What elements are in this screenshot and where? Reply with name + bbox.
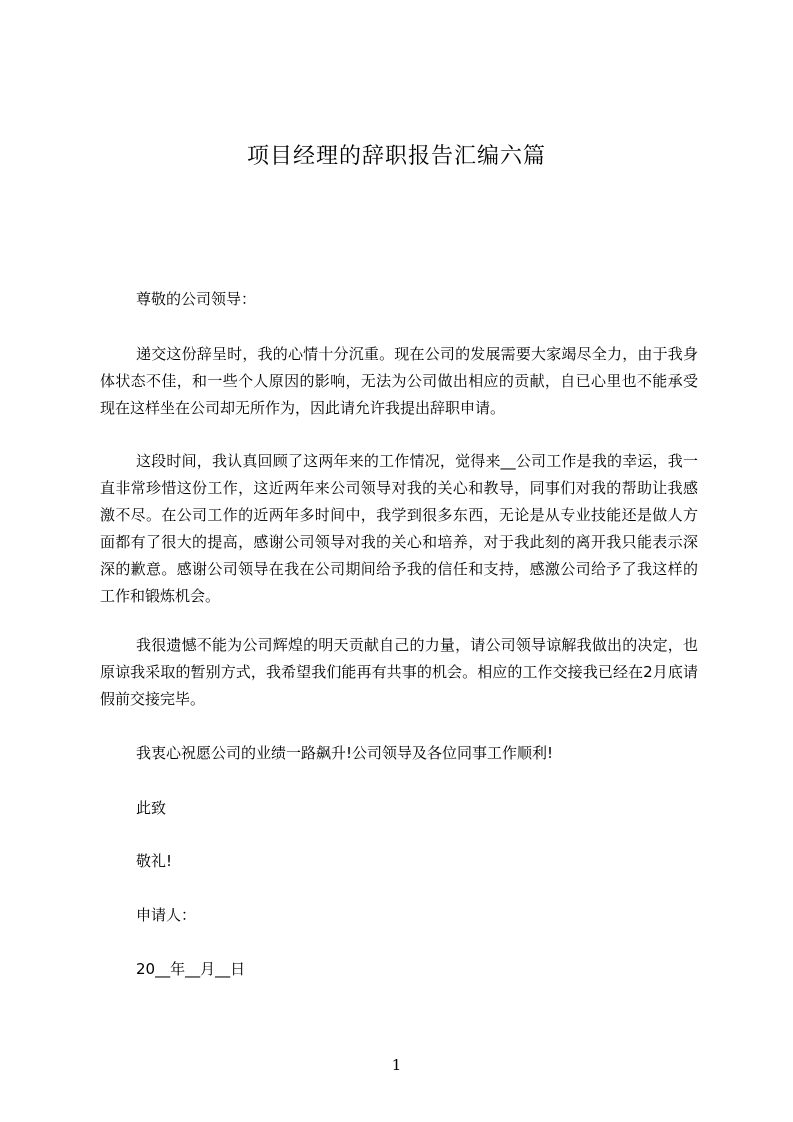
closing-line: 此致 <box>136 799 167 817</box>
paragraph-1: 递交这份辞呈时，我的心情十分沉重。现在公司的发展需要大家竭尽全力，由于我身体状态不佳，和一些个人原因的影响，无法为公司做出相应的贡献，自已心里也不能承受现在这样坐在公司却无所作为，因此请允许我提出辞职申请。 <box>100 345 698 417</box>
applicant-line: 申请人： <box>136 906 197 924</box>
document-title: 项目经理的辞职报告汇编六篇 <box>246 144 546 169</box>
salutation: 尊敬的公司领导： <box>136 290 257 308</box>
paragraph-2: 这段时间，我认真回顾了这两年来的工作情况，觉得来__公司工作是我的幸运，我一直非常珍惜这份工作，这近两年来公司领导对我的关心和教导，同事们对我的帮助让我感激不尽。在公司工作的近两年多时间中，我学到很多东西，无论是从专业技能还是做人方面都有了很大的提高，感谢公司领导对我的关心和培养，对于我此刻的离开我只能表示深深的歉意。感谢公司领导在我在公司期间给予我的信任和支持，感激公司给予了我这样的工作和锻炼机会。 <box>100 452 698 605</box>
regards-line: 敬礼! <box>136 852 173 870</box>
wish-line: 我衷心祝愿公司的业绩一路飙升!公司领导及各位同事工作顺利! <box>136 744 554 762</box>
date-line: 20__年__月__日 <box>136 960 246 978</box>
page-number: 1 <box>391 1056 402 1074</box>
paragraph-3: 我很遗憾不能为公司辉煌的明天贡献自己的力量，请公司领导谅解我做出的决定，也原谅我采取的暂别方式，我希望我们能再有共事的机会。相应的工作交接我已经在2月底请假前交接完毕。 <box>100 636 698 708</box>
